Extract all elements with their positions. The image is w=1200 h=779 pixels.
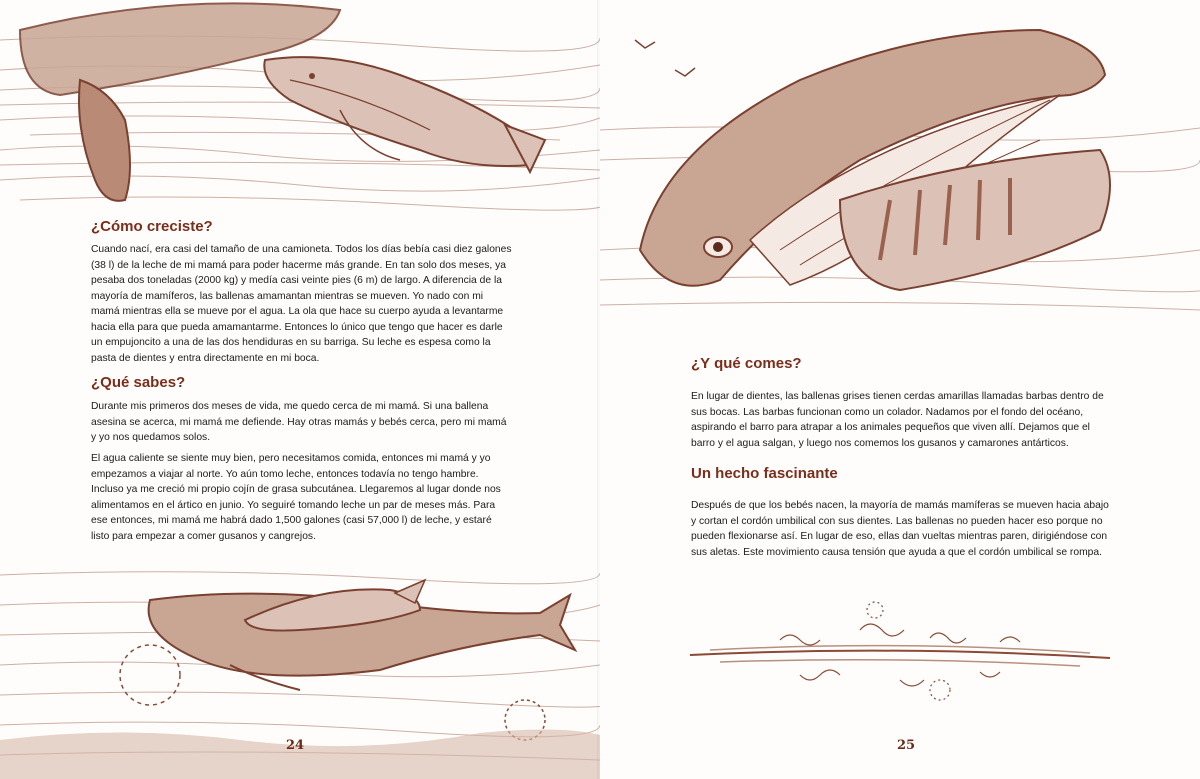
paragraph-what-know-1: Durante mis primeros dos meses de vida, me quedo cerca de mi mamá. Si una ballena asesina se acerca, mi mamá me defiende. Hay otras mamás y bebés cerca, pero mi mamá y yo nos quedamos solos. (91, 401, 507, 443)
water-surface-illustration (600, 580, 1200, 730)
section-heading-what-know: ¿Qué sabes? (91, 374, 186, 391)
paragraph-what-eat: En lugar de dientes, las ballenas grises tienen cerdas amarillas llamadas barbas dentro de sus bocas. Las barbas funcionan como un colador. Nadamos por el fondo del océano, aspirando el barro para atrapar a los animales pequeños que viven allí. Dejamos que el barro y el agua salgan, y luego nos comemos los gusanos y camarones antárticos. (691, 391, 1104, 449)
section-heading-how-grew: ¿Cómo creciste? (91, 218, 213, 235)
section-heading-what-eat: ¿Y qué comes? (691, 355, 802, 372)
whale-feeding-illustration (600, 0, 1200, 320)
paragraph-fascinating-fact: Después de que los bebés nacen, la mayoría de mamás mamíferas se mueven hacia abajo y cortan el cordón umbilical con sus dientes. Las ballenas no pueden hacer eso porque no pueden flexionarse así. En lugar de eso, ellas dan vueltas mientras paren, dirigiéndose con sus aletas. Este movimiento causa tensión que ayuda a que el cordón umbilical se rompa. (691, 500, 1109, 558)
paragraph-what-know-2: El agua caliente se siente muy bien, pero necesitamos comida, entonces mi mamá y yo empezamos a viajar al norte. Yo aún tomo leche, entonces todavía no tengo hambre. Incluso ya me creció mi propio cojín de grasa subcutánea. Llegaremos al lugar donde nos alimentamos en el ártico en junio. Yo seguiré tomando leche un par de meses más. Para ese entonces, mi mamá me habrá dado 1,500 galones (casi 57,000 l) de leche, y estaré listo para empezar a comer gusanos y cangrejos. (91, 453, 501, 542)
paragraph-how-grew: Cuando nací, era casi del tamaño de una camioneta. Todos los días bebía casi diez galones (38 l) de la leche de mi mamá para poder hacerme más grande. En tan solo dos meses, ya pesaba dos toneladas (2000 kg) y medía casi veinte pies (6 m) de largo. A diferencia de la mayoría de mamíferos, las ballenas amamantan mientras se mueven. Yo nado con mi mamá mientras ella se mueve por el agua. La ola que hace su cuerpo ayuda a levantarme hacia ella para que pueda amamantarme. Entonces lo único que tengo que hacer es darle un empujoncito a una de las dos hendiduras en su barriga. Su leche es espesa como la pasta de dientes y entra directamente en mi boca. (91, 244, 512, 364)
right-page (600, 0, 1200, 779)
page-number-right: 25 (897, 738, 916, 753)
whale-nursing-illustration (0, 0, 600, 215)
page-number-left: 24 (286, 738, 305, 753)
section-heading-fascinating-fact: Un hecho fascinante (691, 465, 838, 482)
